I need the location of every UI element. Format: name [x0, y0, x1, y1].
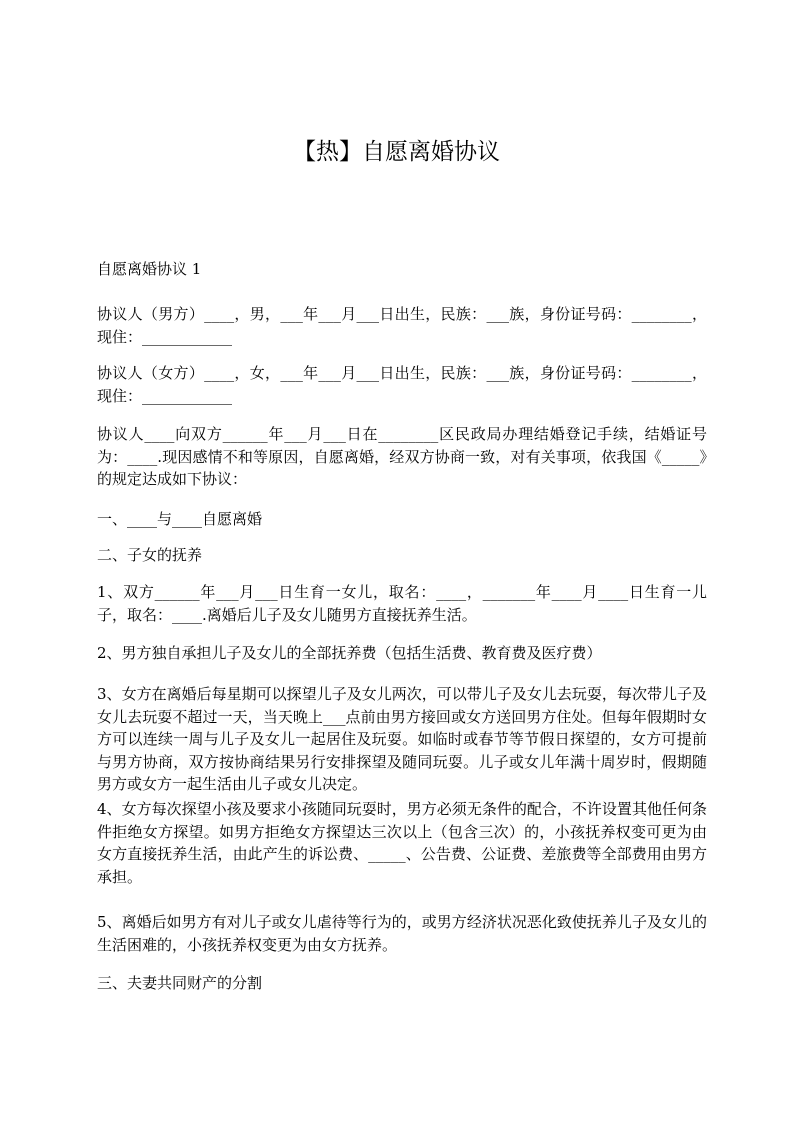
clause-2-1: 1、双方______年___月___日生育一女儿，取名：____，_______年____月____日生育一儿子，取名：____.离婚后儿子及女儿随男方直接抚养生活。: [97, 583, 707, 624]
clause-2-2: 2、男方独自承担儿子及女儿的全部抚养费（包括生活费、教育费及医疗费）: [97, 644, 602, 662]
section-3-heading: 三、夫妻共同财产的分割: [97, 974, 263, 992]
clause-2-4: 4、女方每次探望小孩及要求小孩随同玩耍时，男方必须无条件的配合，不许设置其他任何条件拒绝女方探望。如男方拒绝女方探望达三次以上（包含三次）的，小孩抚养权变可更为由女方直接抚养生活，由此产生的诉讼费、_____、公告费、公证费、差旅费等全部费用由男方承担。: [97, 800, 707, 886]
document-title: 【热】自愿离婚协议: [293, 139, 500, 165]
clause-2-5: 5、离婚后如男方有对儿子或女儿虐待等行为的，或男方经济状况恶化致使抚养儿子及女儿的生活困难的，小孩抚养权变更为由女方抚养。: [97, 913, 707, 954]
marriage-registration-clause: 协议人____向双方______年___月___日在________区民政局办理结婚登记手续，结婚证号为：____.现因感情不和等原因，自愿离婚，经双方协商一致，对有关事项，依我国《_____》的规定达成如下协议：: [97, 425, 707, 488]
section-1-heading: 一、____与____自愿离婚: [97, 510, 263, 528]
male-party-info: 协议人（男方）____，男，___年___月___日出生，民族：___族，身份证号码：________，现住：____________: [97, 305, 707, 346]
female-party-info: 协议人（女方）____，女，___年___月___日出生，民族：___族，身份证号码：________，现住：____________: [97, 364, 707, 405]
clause-2-3: 3、女方在离婚后每星期可以探望儿子及女儿两次，可以带儿子及女儿去玩耍，每次带儿子及女儿去玩耍不超过一天，当天晚上___点前由男方接回或女方送回男方住处。但每年假期时女方可以连续一周与儿子及女儿一起居住及玩耍。如临时或春节等节假日探望的，女方可提前与男方协商，双方按协商结果另行安排探望及随同玩耍。儿子或女儿年满十周岁时，假期随男方或女方一起生活由儿子或女儿决定。: [97, 685, 707, 793]
agreement-heading: 自愿离婚协议 1: [97, 260, 202, 278]
section-2-heading: 二、子女的抚养: [97, 546, 203, 564]
